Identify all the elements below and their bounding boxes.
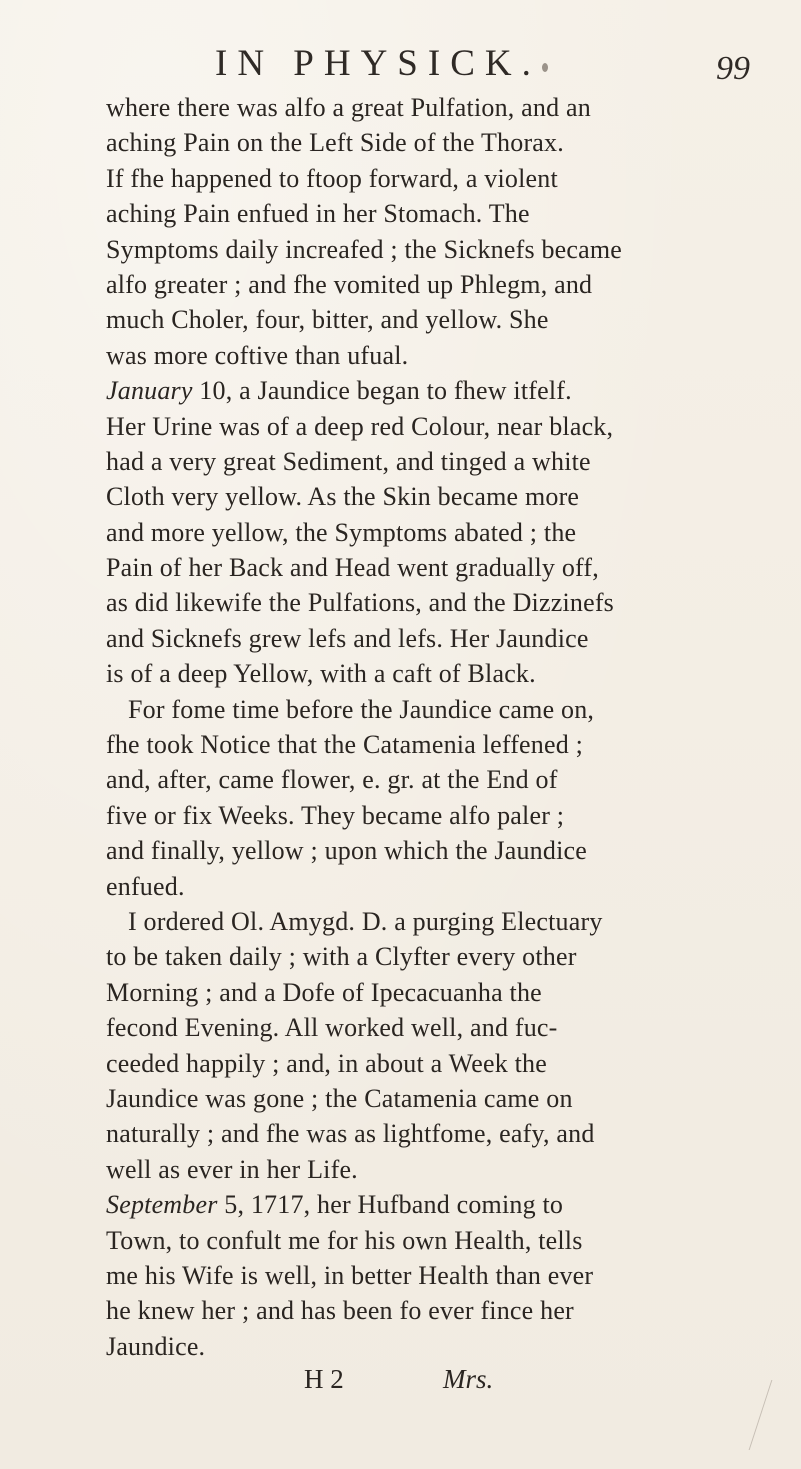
line-text: to be taken daily ; with a Clyfter every other [106,942,577,972]
date-label: January [106,376,193,406]
line-text: and finally, yellow ; upon which the Jaundice [106,836,587,866]
text-line [106,409,746,444]
text-line [106,939,746,974]
text-line [106,125,746,160]
text-line [106,833,746,868]
text-line [106,90,746,125]
line-text: and Sicknefs grew lefs and lefs. Her Jaundice [106,623,589,653]
text-line [106,444,746,479]
line-text: Cloth very yellow. As the Skin became more [106,482,580,512]
line-text: is of a deep Yellow, with a caft of Black. [106,659,536,689]
ink-speck [542,63,548,72]
line-text: Morning ; and a Dofe of Ipecacuanha the [106,977,542,1007]
text-line [106,479,746,514]
line-text: ceeded happily ; and, in about a Week the [106,1048,547,1078]
text-line [106,904,746,939]
text-line [106,1329,746,1364]
signature-mark: H 2 [304,1364,344,1395]
line-text: 10, a Jaundice began to fhew itfelf. [192,376,572,406]
line-text: Her Urine was of a deep red Colour, near black, [106,411,614,441]
line-text: alfo greater ; and fhe vomited up Phlegm, and [106,269,593,299]
text-line [106,267,746,302]
text-line [106,656,746,691]
text-line [106,1152,746,1187]
running-head [0,30,801,86]
text-line [106,1116,746,1151]
line-text: enfued. [106,871,185,901]
page-number: 99 [716,50,750,87]
body-text [106,90,746,1402]
line-text: Jaundice was gone ; the Catamenia came on [106,1083,573,1113]
line-text: I ordered Ol. Amygd. D. a purging Electuary [128,906,603,936]
line-text: 5, 1717, her Hufband coming to [217,1190,564,1220]
line-text: Town, to confult me for his own Health, tells [106,1225,583,1255]
line-text: aching Pain enfued in her Stomach. The [106,199,530,229]
text-line [106,798,746,833]
line-text: me his Wife is well, in better Health than ever [106,1260,594,1290]
line-text: Pain of her Back and Head went gradually off, [106,553,599,583]
text-line [106,373,746,408]
line-text: where there was alfo a great Pulfation, and an [106,93,591,122]
line-text: fecond Evening. All worked well, and fuc- [106,1013,558,1043]
text-line [106,1010,746,1045]
line-text: five or fix Weeks. They became alfo paler ; [106,800,565,830]
text-line [106,515,746,550]
line-text: If fhe happened to ftoop forward, a violent [106,163,558,193]
line-text: and, after, came flower, e. gr. at the End of [106,765,558,795]
text-line [106,621,746,656]
text-line [106,1223,746,1258]
text-line [106,161,746,196]
line-text: naturally ; and fhe was as lightfome, eafy, and [106,1119,595,1149]
text-line [106,1081,746,1116]
text-line [106,1293,746,1328]
text-line [106,727,746,762]
text-line [106,550,746,585]
line-text: much Choler, four, bitter, and yellow. She [106,305,549,335]
page-footer [106,1364,746,1402]
text-line [106,1258,746,1293]
text-line [106,1187,746,1222]
text-line [106,338,746,373]
text-line [106,232,746,267]
text-line [106,762,746,797]
line-text: he knew her ; and has been fo ever fince her [106,1296,574,1326]
text-line [106,692,746,727]
line-text: as did likewife the Pulfations, and the Dizzinefs [106,588,615,618]
page-edge-mark [749,1380,801,1450]
catchword: Mrs. [443,1364,494,1395]
text-line [106,1046,746,1081]
text-line [106,585,746,620]
line-text: aching Pain on the Left Side of the Thorax. [106,128,564,158]
line-text: Jaundice. [106,1331,206,1361]
line-text: well as ever in her Life. [106,1154,358,1184]
line-text: For fome time before the Jaundice came on, [128,694,595,724]
line-text: Symptoms daily increafed ; the Sicknefs became [106,234,623,264]
line-text: and more yellow, the Symptoms abated ; the [106,517,577,547]
line-text: was more coftive than ufual. [106,340,409,370]
text-line [106,975,746,1010]
date-label: September [106,1190,218,1220]
line-text: had a very great Sediment, and tinged a white [106,446,591,476]
running-title: IN PHYSICK. [215,43,541,84]
text-line [106,302,746,337]
line-text: fhe took Notice that the Catamenia leffened ; [106,730,584,760]
text-line [106,869,746,904]
text-line [106,196,746,231]
